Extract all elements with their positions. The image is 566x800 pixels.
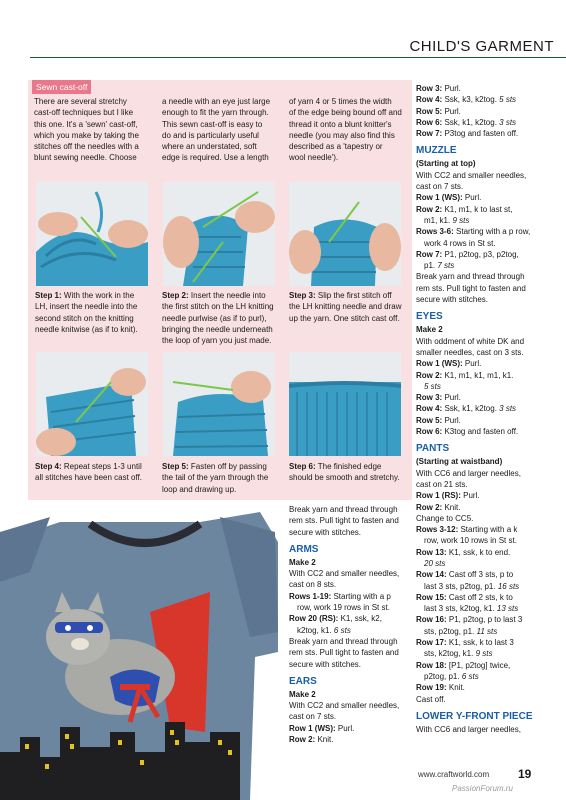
intro-line: This sewn cast-off is easy to xyxy=(162,119,263,129)
body-line: secure with stitches. xyxy=(416,295,489,305)
intro-line: stitches off the needles with a xyxy=(34,142,139,152)
intro-line: of yarn 4 or 5 times the width xyxy=(289,97,392,106)
bold-label: Row 2: xyxy=(416,204,443,214)
body-line: row, work 10 rows in St st. xyxy=(424,536,517,546)
bold-label: Row 6: xyxy=(416,117,443,127)
footer-url: www.craftworld.com xyxy=(418,770,490,779)
ears-heading: EARS xyxy=(289,675,317,687)
body-text: K3tog and fasten off. xyxy=(442,427,519,437)
bold-label: Make 2 xyxy=(416,325,443,335)
step-5-caption xyxy=(162,461,280,495)
body-text: Starting with a p row, xyxy=(453,227,531,237)
panel-tag: Sewn cast-off xyxy=(32,80,91,94)
step-text: should be smooth and stretchy. xyxy=(289,473,400,483)
body-text: last 3 sts, p2tog, p1. xyxy=(424,581,498,591)
bold-label: Row 3: xyxy=(416,84,443,93)
stitch-count: 3 sts xyxy=(499,404,517,414)
body-text: Knit. xyxy=(442,502,461,512)
body-text: K1, m1, k to last st, xyxy=(442,204,513,214)
bold-label: Row 7: xyxy=(416,249,443,259)
body-text: P1, p2tog, p to last 3 xyxy=(446,615,523,625)
bold-label: (Starting at top) xyxy=(416,159,476,169)
body-text: last 3 sts, k2tog, k1. xyxy=(424,604,497,614)
bold-label: Row 3: xyxy=(416,393,443,403)
intro-line: enough to fit the yarn through. xyxy=(162,108,269,118)
bold-label: Row 2: xyxy=(416,370,443,380)
body-line: secure with stitches. xyxy=(289,527,362,537)
body-text: Purl. xyxy=(462,193,482,203)
stitch-count: 9 sts xyxy=(452,215,470,225)
step-label: Step 3: xyxy=(289,291,316,300)
intro-line: thread it onto a blunt knitter's xyxy=(289,119,392,129)
body-text: Purl. xyxy=(335,723,355,733)
bold-label: Row 20 (RS): xyxy=(289,614,339,624)
step-text: The finished edge xyxy=(315,462,382,471)
intro-line: wool needle'). xyxy=(289,153,339,163)
body-text: Starting with a p xyxy=(331,591,391,601)
body-line: Change to CC5. xyxy=(416,513,474,523)
step-text: needle knitwise (as if to knit). xyxy=(35,324,138,334)
bold-label: Row 2: xyxy=(289,735,316,745)
body-text: Knit. xyxy=(315,735,334,745)
body-text: Purl. xyxy=(442,106,461,116)
body-text: Cast off 2 sts, k to xyxy=(446,592,513,602)
body-line: smaller needles, cast on 3 sts. xyxy=(416,347,524,357)
bold-label: Row 4: xyxy=(416,95,443,105)
bold-label: Make 2 xyxy=(289,557,316,567)
body-line: row, work 19 rows in St st. xyxy=(297,603,390,613)
intro-line: blunt sewing needle. Choose xyxy=(34,153,137,163)
intro-line: where an understated, soft xyxy=(162,142,257,152)
stitch-count: 20 sts xyxy=(424,558,446,568)
body-text: Knit. xyxy=(446,683,465,693)
body-text: Ssk, k3, k2tog. xyxy=(442,95,500,105)
step-text: the first stitch on the LH knitting xyxy=(162,302,274,312)
body-text: K1, ssk, k2, xyxy=(338,614,382,624)
bold-label: Row 14: xyxy=(416,570,447,580)
step-text: the LH knitting needle and draw xyxy=(289,302,402,312)
stitch-count: 5 sts xyxy=(499,95,517,105)
body-line: secure with stitches. xyxy=(289,659,362,669)
right-column xyxy=(416,83,562,735)
intro-column-2 xyxy=(162,96,280,164)
step-6-photo xyxy=(289,352,401,456)
stitch-count: 11 sts xyxy=(476,626,498,636)
body-line: cast on 7 sts. xyxy=(416,182,464,192)
bold-label: Rows 3-6: xyxy=(416,227,454,237)
bold-label: Row 2: xyxy=(416,502,443,512)
step-text: LH, insert the needle into the xyxy=(35,302,138,312)
stitch-count: 7 sts xyxy=(437,261,455,271)
bold-label: Make 2 xyxy=(289,689,316,699)
step-text: bringing the needle underneath xyxy=(162,324,273,334)
body-text: m1, k1. xyxy=(424,215,453,225)
step-text: needle purlwise (as if to purl), xyxy=(162,313,267,323)
bold-label: Row 16: xyxy=(416,615,447,625)
intro-line: a needle with an eye just large xyxy=(162,97,271,106)
intro-line: cast-off techniques but I like xyxy=(34,108,134,118)
step-label: Step 1: xyxy=(35,291,62,300)
bold-label: Row 1 (WS): xyxy=(416,193,463,203)
bold-label: Row 1 (WS): xyxy=(416,359,463,369)
step-text: the tail of the yarn through the xyxy=(162,473,269,483)
arms-heading: ARMS xyxy=(289,543,319,555)
bold-label: Row 6: xyxy=(416,427,443,437)
stitch-count: 6 sts xyxy=(333,625,351,635)
body-text: Purl. xyxy=(462,359,482,369)
section-title: CHILD'S GARMENT xyxy=(409,38,554,55)
body-text: Starting with a k xyxy=(458,525,518,535)
step-text: Slip the first stitch off xyxy=(315,291,392,300)
body-line: rem sts. Pull tight to fasten and xyxy=(289,516,399,526)
step-4-photo xyxy=(36,352,148,456)
body-line: With CC2 and smaller needles, xyxy=(289,701,400,711)
step-3-photo xyxy=(289,182,401,286)
body-line: With CC2 and smaller needles, xyxy=(416,170,527,180)
bold-label: Row 13: xyxy=(416,547,447,557)
stitch-count: 16 sts xyxy=(497,581,520,591)
bold-label: Rows 3-12: xyxy=(416,525,459,535)
intro-column-1 xyxy=(34,96,152,164)
bold-label: Row 15: xyxy=(416,592,447,602)
body-line: Break yarn and thread through xyxy=(289,505,398,514)
page-number: 19 xyxy=(518,767,532,781)
step-1-caption xyxy=(35,290,153,335)
intro-line: which you make by taking the xyxy=(34,130,139,140)
body-line: With oddment of white DK and xyxy=(416,336,525,346)
stitch-count: 5 sts xyxy=(424,381,441,391)
step-label: Step 6: xyxy=(289,462,316,471)
watermark: PassionForum.ru xyxy=(452,784,513,793)
yfront-heading: LOWER Y-FRONT PIECE xyxy=(416,710,533,722)
body-text: p1. xyxy=(424,261,438,271)
bold-label: Row 5: xyxy=(416,106,443,116)
body-line: rem sts. Pull tight to fasten and xyxy=(416,283,526,293)
body-text: k2tog, k1. xyxy=(297,625,334,635)
intro-line: described as a 'tapestry or xyxy=(289,142,383,152)
bold-label: Row 5: xyxy=(416,415,443,425)
intro-line: of the edge being bound off and xyxy=(289,108,402,118)
step-5-photo xyxy=(163,352,275,456)
step-4-caption xyxy=(35,461,153,484)
step-label: Step 5: xyxy=(162,462,189,471)
bold-label: Rows 1-19: xyxy=(289,591,332,601)
body-text: Ssk, k1, k2tog. xyxy=(442,404,500,414)
step-text: Repeat steps 1-3 until xyxy=(61,462,142,471)
intro-line: do and is particularly useful xyxy=(162,130,259,140)
step-2-caption xyxy=(162,290,280,346)
stitch-count: 6 sts xyxy=(461,671,479,681)
body-text: Purl. xyxy=(460,491,480,501)
body-text: K1, ssk, k to end. xyxy=(446,547,511,557)
body-line: cast on 7 sts. xyxy=(289,712,337,722)
body-text: Purl. xyxy=(442,415,461,425)
body-text: Cast off 3 sts, p to xyxy=(446,570,514,580)
stitch-count: 3 sts xyxy=(499,117,517,127)
body-text: K1, ssk, k to last 3 xyxy=(446,638,514,648)
sweater-photo xyxy=(0,512,278,800)
step-text: loop and drawing up. xyxy=(162,484,237,494)
step-1-photo xyxy=(36,182,148,286)
body-line: work 4 rows in St st. xyxy=(424,238,496,248)
body-text: P3tog and fasten off. xyxy=(442,129,519,139)
body-line: With CC6 and larger needles, xyxy=(416,468,521,478)
intro-line: this one. It's a 'sewn' cast-off, xyxy=(34,119,138,129)
bold-label: Row 19: xyxy=(416,683,447,693)
step-6-caption xyxy=(289,461,407,484)
body-text: Purl. xyxy=(442,84,461,93)
body-line: cast on 21 sts. xyxy=(416,479,468,489)
step-label: Step 2: xyxy=(162,291,189,300)
bold-label: (Starting at waistband) xyxy=(416,457,503,467)
step-text: the loop of yarn you just made. xyxy=(162,336,272,346)
body-line: With CC6 and larger needles, xyxy=(416,724,521,734)
body-text: [P1, p2tog] twice, xyxy=(446,660,511,670)
body-text: Purl. xyxy=(442,393,461,403)
body-line: Break yarn and thread through xyxy=(289,636,398,646)
stitch-count: 9 sts xyxy=(475,649,493,659)
body-line: With CC2 and smaller needles, xyxy=(289,569,400,579)
bold-label: Row 18: xyxy=(416,660,447,670)
body-line: cast on 8 sts. xyxy=(289,580,337,590)
stitch-count: 13 sts xyxy=(496,604,519,614)
bold-label: Row 7: xyxy=(416,129,443,139)
bold-label: Row 1 (RS): xyxy=(416,491,461,501)
body-line: Cast off. xyxy=(416,694,446,704)
step-3-caption xyxy=(289,290,407,324)
bold-label: Row 17: xyxy=(416,638,447,648)
step-2-photo xyxy=(163,182,275,286)
muzzle-heading: MUZZLE xyxy=(416,145,457,157)
step-label: Step 4: xyxy=(35,462,62,471)
body-text: sts, p2tog, p1. xyxy=(424,626,477,636)
step-text: up the yarn. One stitch cast off. xyxy=(289,313,400,323)
body-line: Break yarn and thread through xyxy=(416,272,525,282)
step-text: With the work in the xyxy=(61,291,135,300)
step-text: second stitch on the knitting xyxy=(35,313,134,323)
bold-label: Row 1 (WS): xyxy=(289,723,336,733)
step-text: Insert the needle into xyxy=(188,291,266,300)
body-text: Ssk, k1, k2tog. xyxy=(442,117,500,127)
body-text: P1, p2tog, p3, p2tog, xyxy=(442,249,519,259)
pants-heading: PANTS xyxy=(416,443,450,455)
intro-column-3 xyxy=(289,96,407,164)
intro-line: needle (you may also find this xyxy=(289,130,395,140)
eyes-heading: EYES xyxy=(416,311,443,323)
body-line: rem sts. Pull tight to fasten and xyxy=(289,648,399,658)
intro-line: There are several stretchy xyxy=(34,97,127,106)
body-text: p2tog, p1. xyxy=(424,671,462,681)
step-text: Fasten off by passing xyxy=(188,462,267,471)
middle-column xyxy=(289,504,414,745)
body-text: K1, m1, k1, m1, k1. xyxy=(442,370,514,380)
step-text: all stitches have been cast off. xyxy=(35,473,143,483)
intro-line: edge is required. Use a length xyxy=(162,153,269,163)
body-text: sts, k2tog, k1. xyxy=(424,649,476,659)
header-rule xyxy=(30,57,566,58)
bold-label: Row 4: xyxy=(416,404,443,414)
